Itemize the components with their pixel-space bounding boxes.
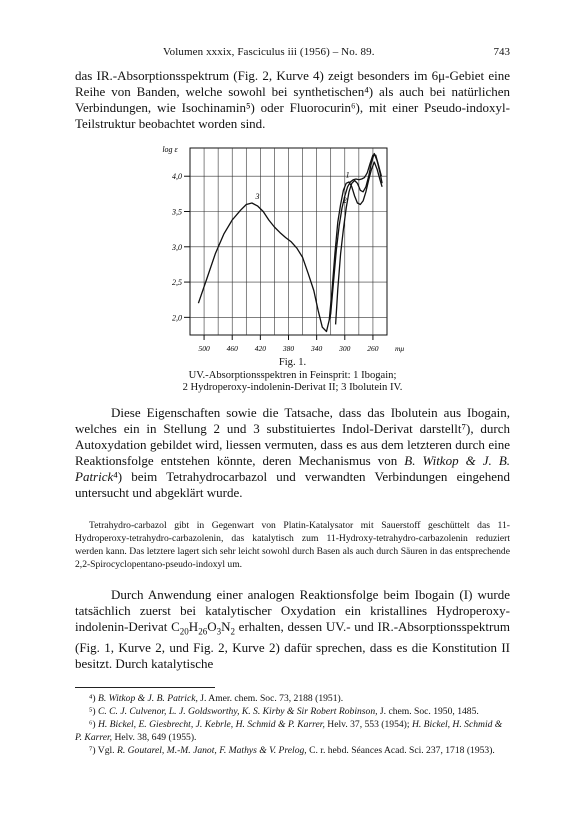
y-tick-label: 2,0 — [172, 313, 182, 323]
y-tick-label: 4,0 — [172, 172, 182, 182]
curve-label-3: 3 — [255, 191, 260, 201]
paragraph-2 — [75, 405, 510, 501]
figure-caption-line-2: 2 Hydroperoxy-indolenin-Derivat II; 3 Ibolutein IV. — [182, 382, 403, 393]
footnote-divider — [75, 687, 215, 688]
footnote-5: ⁵) C. C. J. Culvenor, L. J. Goldsworthy, K. S. Kirby & Sir Robert Robinson, J. chem. Soc. 1950, 1485. — [89, 706, 479, 717]
uv-spectra-chart — [150, 140, 410, 362]
x-tick-label: 380 — [282, 344, 295, 353]
figure-caption-title: Fig. 1. — [278, 357, 307, 368]
y-tick-label: 2,5 — [172, 278, 182, 288]
journal-volume-line: Volumen xxxix, Fasciculus iii (1956) – No. 89. — [163, 46, 375, 58]
formula-n-count: 2 — [230, 626, 235, 637]
curve-label-2: 2 — [342, 196, 347, 206]
formula-o-label: O — [207, 619, 217, 634]
paragraph-3 — [75, 587, 510, 672]
formula-o-count: 3 — [216, 626, 222, 637]
footnote-4: ⁴) B. Witkop & J. B. Patrick, J. Amer. chem. Soc. 73, 2188 (1951). — [89, 693, 344, 704]
x-tick-label: 500 — [198, 344, 210, 353]
paragraph-3-text-b: erhalten, dessen UV.- und IR.-Absorptionsspektrum (Fig. 1, Kurve 2, und Fig. 2, Kurve 2) dafür sprechen, dass es die Konstitution II besitzt. Durch katalytische — [75, 619, 510, 671]
figure-caption-line-1: UV.-Absorptionsspektren in Feinsprit: 1 Ibogain; — [188, 369, 397, 381]
formula-n-label: N — [221, 619, 231, 634]
paragraph-2-text: Diese Eigenschaften sowie die Tatsache, dass das Ibolutein aus Ibogain, welches ein in Stellung 2 und 3 substituiertes Indol-Derivat darstellt⁷), durch Autoxydation gebildet wird, liessen vermuten, dass es aus dem letzteren durch eine Reaktionsfolge entstehen könnte, deren Mechanismus von — [75, 405, 510, 468]
formula-h-count: 26 — [198, 626, 208, 637]
footnote-7: ⁷) Vgl. R. Goutarel, M.-M. Janot, F. Mathys & V. Prelog, C. r. hebd. Séances Acad. Sci. 237, 1718 (1953). — [89, 745, 495, 756]
y-tick-label: 3,0 — [172, 242, 182, 252]
footnote-6: ⁶) H. Bickel, E. Giesbrecht, J. Kebrle, H. Schmid & P. Karrer, Helv. 37, 553 (1954); H. Bickel, H. Schmid & P. Karrer, Helv. 38, 649 (1955). — [75, 719, 503, 743]
x-axis-label: mμ — [395, 344, 405, 353]
paragraph-2-tail: ⁴) beim Tetrahydrocarbazol und verwandten Verbindungen eingehend untersucht und abgeklärt wurde. — [75, 469, 510, 500]
x-tick-label: 340 — [311, 344, 323, 353]
formula-h-label: H — [188, 619, 199, 634]
x-tick-label: 460 — [226, 344, 238, 353]
small-print-paragraph — [75, 519, 510, 571]
paragraph-3-text-a: Durch Anwendung einer analogen Reaktionsfolge beim Ibogain (I) wurde tatsächlich zuerst bei katalytischer Oxydation ein kristallines Hydroperoxy-indolenin-Derivat C — [75, 587, 510, 634]
curve-label-1: 1 — [345, 170, 350, 180]
x-tick-label: 420 — [254, 344, 266, 353]
x-tick-label: 260 — [367, 344, 379, 353]
paragraph-2-authors: B. Witkop & J. B. Patrick — [75, 453, 511, 484]
page-number: 743 — [493, 46, 510, 58]
y-axis-label: log ε — [162, 145, 178, 154]
intro-paragraph-text: das IR.-Absorptionsspektrum (Fig. 2, Kurve 4) zeigt besonders im 6μ-Gebiet eine Reihe von Banden, welche sowohl bei synthetischen⁴) als auch bei natürlichen Verbindungen, wie Isochinamin⁵) oder Fluorocurin⁶), mit einer Pseudo-indoxyl-Teilstruktur beobachtet worden sind. — [75, 68, 510, 131]
figure-caption — [75, 357, 510, 395]
y-tick-label: 3,5 — [172, 207, 182, 217]
formula-c-count: 20 — [179, 626, 189, 637]
footnotes — [75, 692, 510, 757]
intro-paragraph — [75, 68, 510, 132]
small-print-text: Tetrahydro-carbazol gibt in Gegenwart von Platin-Katalysator mit Sauerstoff geschüttelt das 11-Hydroperoxy-tetrahydro-carbazolenin, das katalytisch zum 11-Hydroxy-tetrahydro-carbazolenin reduziert werden kann. Das letztere lagert sich sehr leicht sowohl durch Basen als auch durch Säuren in das entsprechende 2,2-Spirocyclopentano-pseudo-indoxyl um. — [75, 520, 510, 570]
x-tick-label: 300 — [339, 344, 351, 353]
